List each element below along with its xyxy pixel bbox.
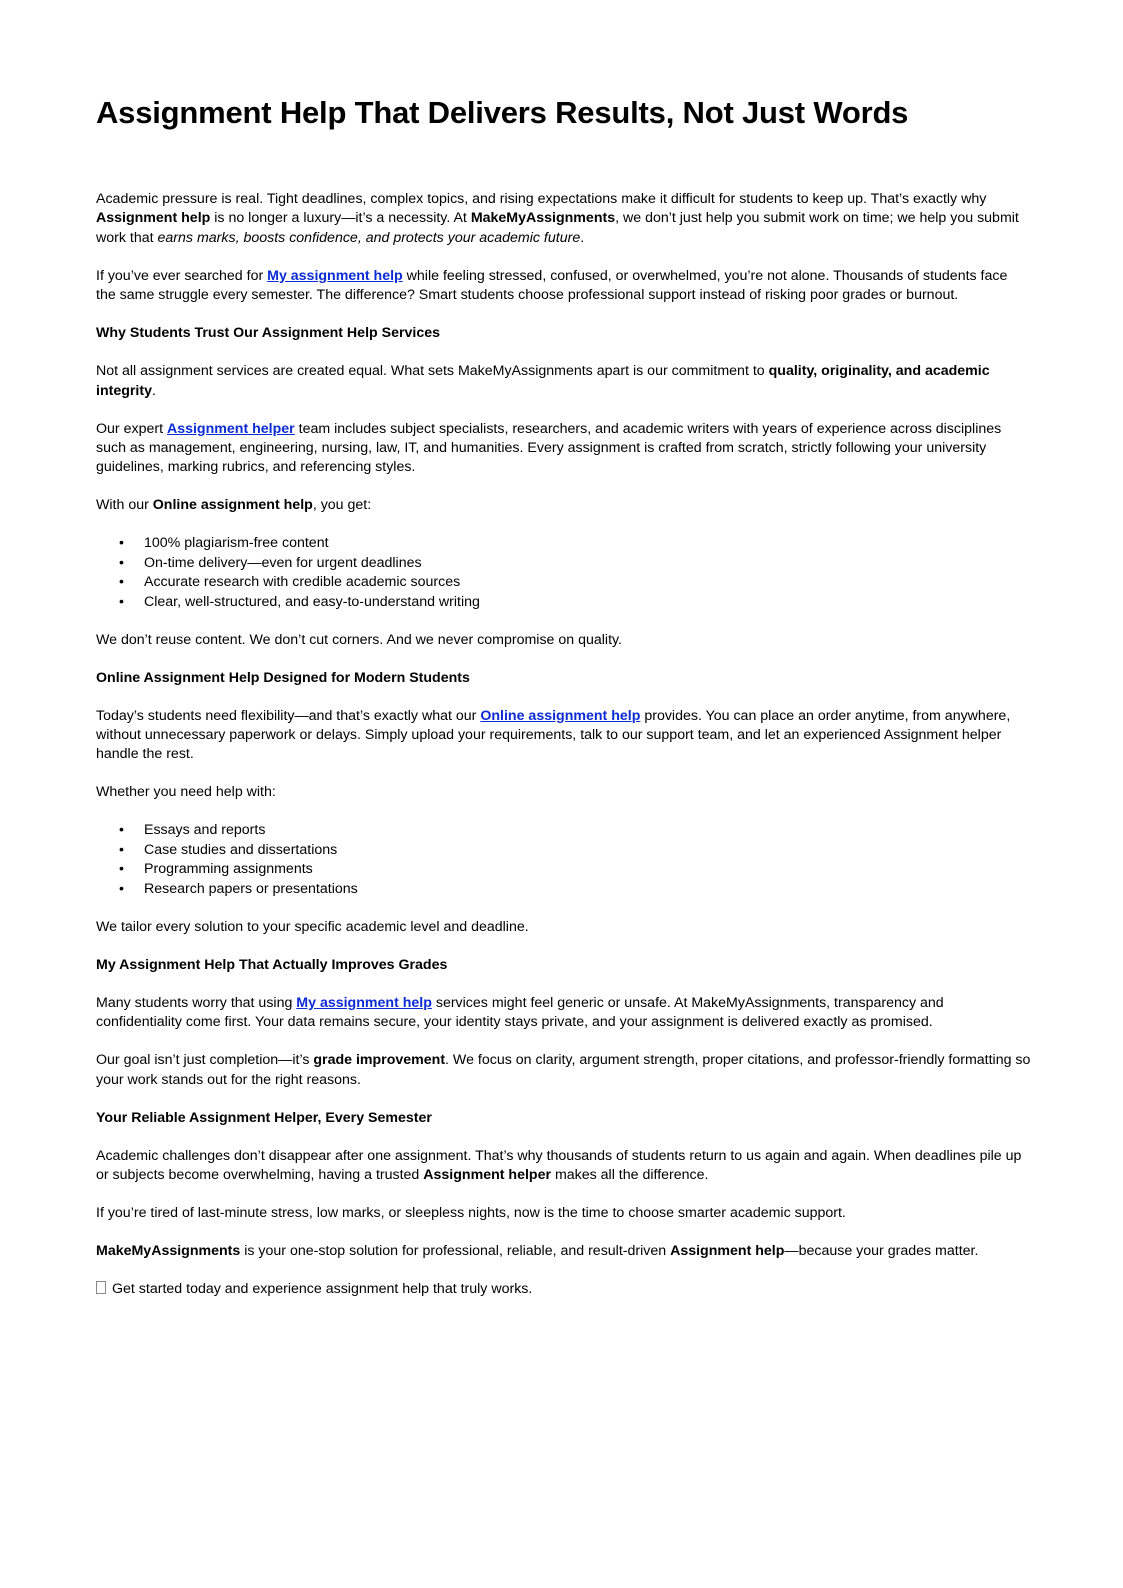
online-text-1: Today’s students need flexibility—and that’s exactly what our [96,707,481,724]
tailor-paragraph: We tailor every solution to your specific academic level and deadline. [96,918,529,935]
assignment-helper-link[interactable]: Assignment helper [166,420,295,437]
bullet-icon: • [119,554,124,571]
list-item-text: Clear, well-structured, and easy-to-understand writing [144,593,480,610]
cta-text: Get started today and experience assignment help that truly works. [112,1280,533,1297]
trust-paragraph-2 [96,420,1031,478]
help-types-list [96,821,1031,899]
with-our-bold: Online assignment help [152,497,313,514]
goal-text-2: . We focus on clarity, argument strength, proper citations, and professor-friendly formatting so your work stands out for the right reasons. [96,1052,1031,1088]
list-item [119,554,1031,573]
list-item [119,593,1031,612]
reliable-paragraph-1 [96,1147,1031,1186]
benefits-list [96,534,1031,612]
with-our-text-1: With our [96,497,153,514]
goal-text-1: Our goal isn’t just completion—it’s [96,1052,314,1069]
section-heading-reliable: Your Reliable Assignment Helper, Every Semester [96,1109,432,1126]
bullet-icon: • [119,841,124,858]
online-paragraph-1 [96,707,1031,765]
list-item [119,821,1031,840]
goal-bold: grade improvement [313,1052,446,1069]
searched-text-2: while feeling stressed, confused, or overwhelmed, you’re not alone. Thousands of students face the same struggle every semester. The difference? Smart students choose professional support instead of risking poor grades or burnout. [96,267,1008,304]
list-item-text: 100% plagiarism-free content [144,535,329,552]
challenges-text-2: makes all the difference. [551,1166,709,1183]
list-item [119,880,1031,899]
my-assignment-help-link[interactable]: My assignment help [267,267,403,284]
intro-text-1: Academic pressure is real. Tight deadlines, complex topics, and rising expectations make it difficult for students to keep up. That’s exactly why [96,191,987,207]
online-text-2: provides. You can place an order anytime, from anywhere, without unnecessary paperwork or delays. Simply upload your requirements, talk to our support team, and let an experienced Assignment helper handle the rest. [96,707,1011,763]
onestop-text-1: is your one-stop solution for professional, reliable, and result-driven [240,1242,671,1259]
list-item-text: Accurate research with credible academic sources [144,574,461,591]
expert-text-2: team includes subject specialists, researchers, and academic writers with years of experience across disciplines such as management, engineering, nursing, law, IT, and humanities. Every assignment is crafted from scratch, strictly following your university guidelines, marking rubrics, and referencing styles. [96,420,1002,476]
list-item-text: Essays and reports [144,822,266,839]
trust-paragraph-1 [96,362,1031,401]
intro-bold-brand: MakeMyAssignments [470,210,616,227]
trust-text-1: Not all assignment services are created equal. What sets MakeMyAssignments apart is our commitment to [96,363,769,380]
page-title: Assignment Help That Delivers Results, Not Just Words [96,95,909,130]
list-item-text: On-time delivery—even for urgent deadlines [144,554,422,571]
onestop-bold: Assignment help [670,1242,785,1259]
grades-paragraph-2 [96,1051,1031,1090]
document-body [96,190,1031,1318]
intro-text-4: . [580,229,585,246]
trust-bold-quality: quality, originality, and academic integrity [96,363,990,399]
reliable-paragraph-3 [96,1242,1031,1261]
bullet-icon: • [119,880,124,897]
no-reuse-paragraph: We don’t reuse content. We don’t cut corners. And we never compromise on quality. [96,631,622,648]
bullet-icon: • [119,822,124,839]
onestop-text-2: —because your grades matter. [784,1242,979,1259]
intro-text-3: , we don’t just help you submit work on time; we help you submit work that [96,210,1019,246]
online-paragraph-2: Whether you need help with: [96,784,276,801]
section-heading-grades: My Assignment Help That Actually Improves Grades [96,956,448,973]
cta-paragraph [96,1280,1031,1299]
challenges-bold: Assignment helper [423,1166,551,1183]
bullet-icon: • [119,593,124,610]
intro-bold-assignment-help: Assignment help [96,210,211,227]
bullet-icon: • [119,535,124,552]
searched-paragraph [96,267,1031,306]
intro-italic: earns marks, boosts confidence, and protects your academic future [157,229,581,246]
worry-text-2: services might feel generic or unsafe. At MakeMyAssignments, transparency and confidentiality come first. Your data remains secure, your identity stays private, and your assignment is delivered exactly as promised. [96,994,944,1031]
worry-text-1: Many students worry that using [96,994,297,1011]
challenges-text-1: Academic challenges don’t disappear after one assignment. That’s why thousands of students return to us again and again. When deadlines pile up or subjects become overwhelming, having a trusted [96,1147,1022,1183]
brand-bold: MakeMyAssignments [96,1242,241,1259]
searched-text-1: If you’ve ever searched for [96,267,268,284]
list-item-text: Programming assignments [144,861,313,878]
my-assignment-help-link-2[interactable]: My assignment help [296,994,432,1011]
list-item [119,573,1031,592]
bullet-icon: • [119,861,124,878]
grades-paragraph-1 [96,994,1031,1033]
intro-text-2: is no longer a luxury—it’s a necessity. At [210,210,471,227]
intro-paragraph [96,190,1031,248]
list-item [119,841,1031,860]
bullet-icon: • [119,574,124,591]
missing-glyph-box-icon [96,1281,106,1294]
reliable-paragraph-2: If you’re tired of last-minute stress, low marks, or sleepless nights, now is the time to choose smarter academic support. [96,1204,846,1221]
with-our-text-2: , you get: [312,497,372,514]
section-heading-online: Online Assignment Help Designed for Modern Students [96,669,470,686]
list-item [119,860,1031,879]
list-item-text: Case studies and dissertations [144,841,338,858]
list-item-text: Research papers or presentations [144,880,358,897]
section-heading-trust: Why Students Trust Our Assignment Help Services [96,325,440,342]
trust-text-2: . [151,382,156,399]
online-assignment-help-link[interactable]: Online assignment help [480,707,641,724]
trust-paragraph-3 [96,496,1031,515]
expert-text-1: Our expert [96,420,167,437]
list-item [119,534,1031,553]
